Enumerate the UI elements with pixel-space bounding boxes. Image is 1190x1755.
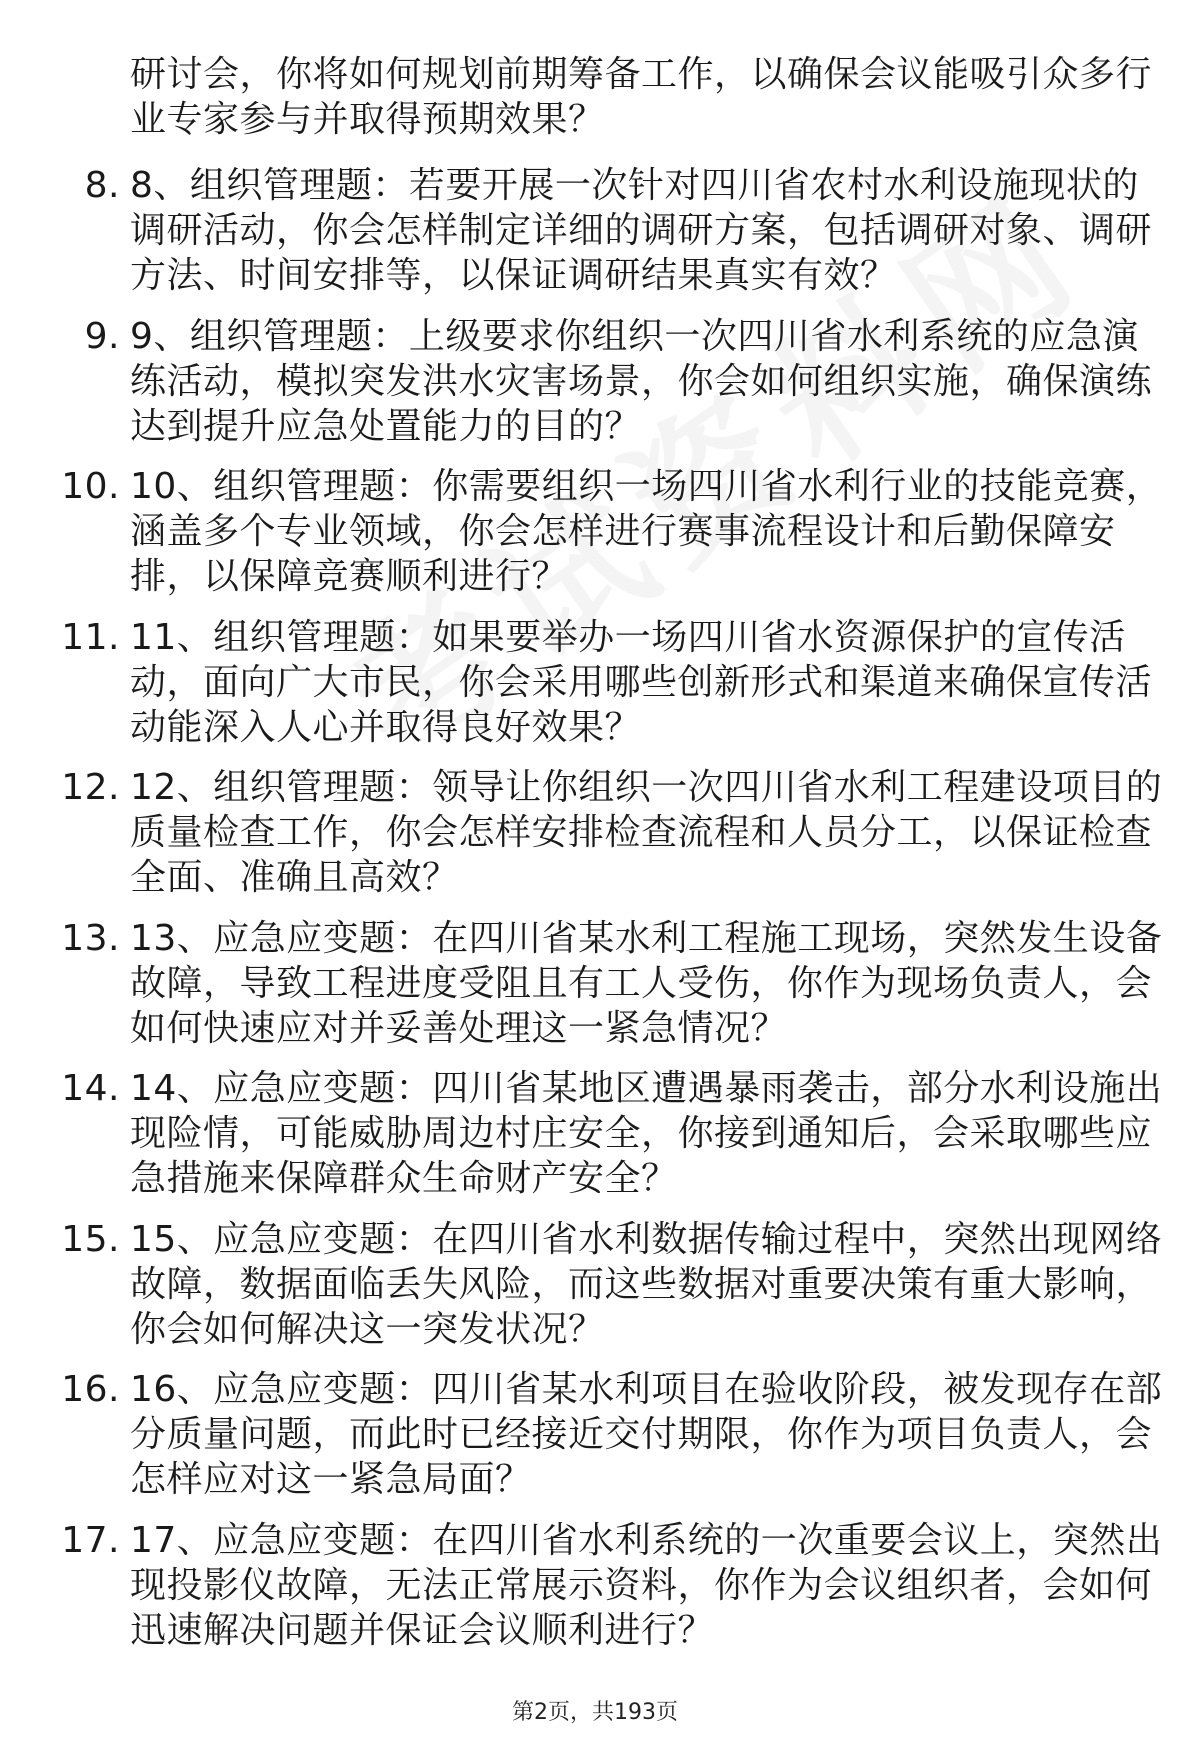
question-text: 10、组织管理题：你需要组织一场四川省水利行业的技能竞赛，涵盖多个专业领域，你会怎样进行赛事流程设计和后勤保障安排，以保障竞赛顺利进行？ xyxy=(130,466,1163,597)
question-text: 15、应急应变题：在四川省水利数据传输过程中，突然出现网络故障，数据面临丢失风险，而这些数据对重要决策有重大影响，你会如何解决这一突发状况？ xyxy=(130,1218,1163,1350)
question-number: 11. xyxy=(61,616,120,658)
question-item xyxy=(0,1367,1190,1503)
question-item xyxy=(0,916,1190,1052)
question-number: 12. xyxy=(61,767,120,808)
question-text: 9、组织管理题：上级要求你组织一次四川省水利系统的应急演练活动，模拟突发洪水灾害场景，你会如何组织实施，确保演练达到提升应急处置能力的目的？ xyxy=(130,315,1153,447)
question-item xyxy=(0,163,1190,299)
question-list xyxy=(0,163,1190,1668)
question-text: 8、组织管理题：若要开展一次针对四川省农村水利设施现状的调研活动，你会怎样制定详细的调研方案，包括调研对象、调研方法、时间安排等，以保证调研结果真实有效？ xyxy=(130,165,1153,296)
question-number: 16. xyxy=(61,1369,120,1410)
question-number: 8. xyxy=(84,165,120,206)
question-text: 17、应急应变题：在四川省水利系统的一次重要会议上，突然出现投影仪故障，无法正常展示资料，你作为会议组织者，会如何迅速解决问题并保证会议顺利进行？ xyxy=(130,1519,1163,1651)
question-text: 16、应急应变题：四川省某水利项目在验收阶段，被发现存在部分质量问题，而此时已经接近交付期限，你作为项目负责人，会怎样应对这一紧急局面？ xyxy=(130,1369,1163,1500)
question-item xyxy=(0,1066,1190,1202)
question-number: 10. xyxy=(61,466,120,507)
question-number: 13. xyxy=(61,917,120,959)
question-number: 14. xyxy=(61,1068,120,1109)
question-text: 11、组织管理题：如果要举办一场四川省水资源保护的宣传活动，面向广大市民，你会采用哪些创新形式和渠道来确保宣传活动能深入人心并取得良好效果？ xyxy=(130,616,1153,748)
question-item xyxy=(0,314,1190,450)
question-item xyxy=(0,1518,1190,1654)
question-number: 15. xyxy=(61,1218,120,1260)
question-number: 17. xyxy=(61,1519,120,1561)
question-item xyxy=(0,1217,1190,1353)
continued-question-text: 研讨会，你将如何规划前期筹备工作，以确保会议能吸引众多行业专家参与并取得预期效果？ xyxy=(130,54,1153,140)
question-text: 14、应急应变题：四川省某地区遭遇暴雨袭击，部分水利设施出现险情，可能威胁周边村庄安全，你接到通知后，会采取哪些应急措施来保障群众生命财产安全？ xyxy=(130,1068,1163,1199)
question-item xyxy=(0,765,1190,901)
question-item xyxy=(0,615,1190,751)
question-item xyxy=(0,464,1190,600)
question-text: 12、组织管理题：领导让你组织一次四川省水利工程建设项目的质量检查工作，你会怎样安排检查流程和人员分工，以保证检查全面、准确且高效？ xyxy=(130,767,1163,898)
page-footer: 第2页，共193页 xyxy=(512,1700,678,1725)
question-text: 13、应急应变题：在四川省某水利工程施工现场，突然发生设备故障，导致工程进度受阻且有工人受伤，你作为现场负责人，会如何快速应对并妥善处理这一紧急情况？ xyxy=(130,917,1163,1049)
question-number: 9. xyxy=(84,315,120,357)
